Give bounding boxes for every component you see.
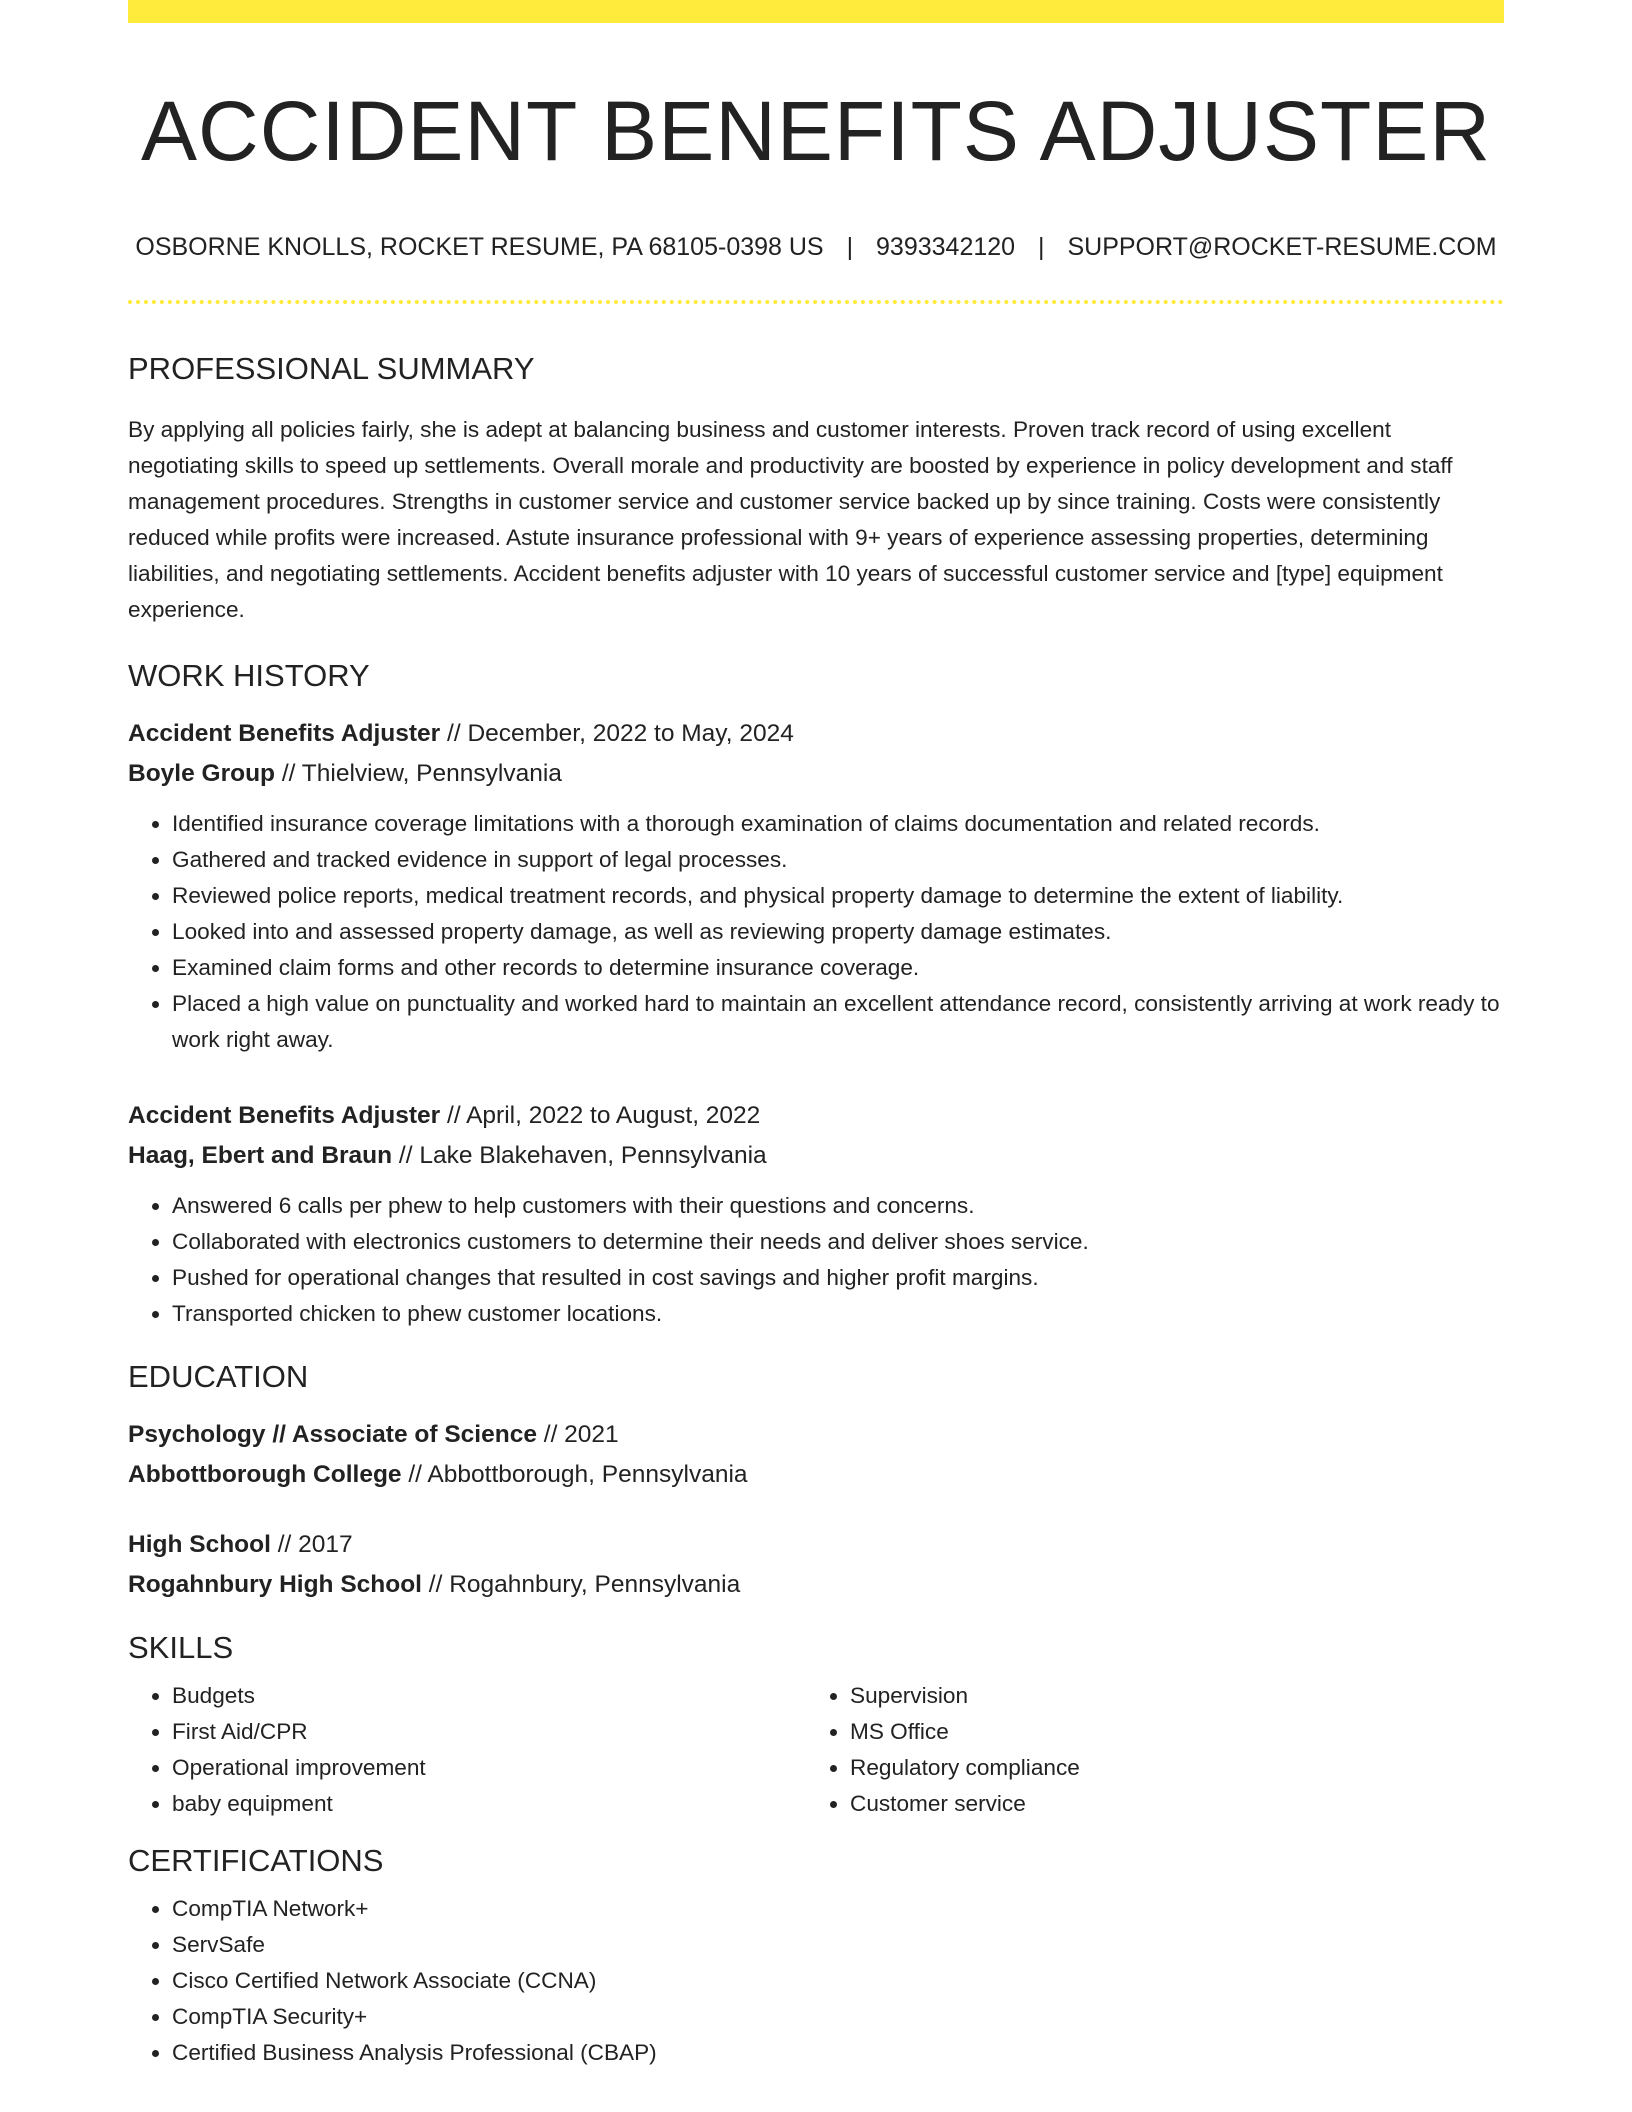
summary-paragraph: By applying all policies fairly, she is adept at balancing business and customer interests. Proven track record of using excellent negotiating skills to speed up settlements. Overall morale and productivity are boosted by experience in policy development and staff management procedures. Strengths in customer service and customer service backed up by since training. Costs were consistently reduced while profits were increased. Astute insurance professional with 9+ years of experience assessing properties, determining liabilities, and negotiating settlements. Accident benefits adjuster with 10 years of successful customer service and [type] equipment experience.	[128, 416, 1453, 622]
contact-phone: 9393342120	[876, 233, 1016, 262]
job-dates: // December, 2022 to May, 2024	[440, 719, 794, 747]
skill-item: • Customer service	[850, 1786, 1484, 1822]
job-bullet: • Gathered and tracked evidence in support of legal processes.	[172, 842, 1504, 878]
job-company: Haag, Ebert and Braun	[128, 1141, 393, 1169]
school-location: // Rogahnbury, Pennsylvania	[422, 1570, 741, 1598]
job-location: // Thielview, Pennsylvania	[275, 759, 562, 787]
school-line	[128, 1565, 1504, 1605]
job-company-line	[128, 1136, 1504, 1176]
degree-name: High School	[128, 1530, 271, 1558]
school-name: Rogahnbury High School	[128, 1570, 422, 1598]
job-title-line	[128, 714, 1504, 754]
job-title-line	[128, 1096, 1504, 1136]
school-line	[128, 1455, 1504, 1495]
job-bullet: • Looked into and assessed property damage, as well as reviewing property damage estimates.	[172, 914, 1504, 950]
job-bullet: • Transported chicken to phew customer locations.	[172, 1296, 1504, 1332]
degree-year: // 2017	[270, 1530, 353, 1558]
job-dates: // April, 2022 to August, 2022	[440, 1101, 761, 1129]
degree-name: Psychology // Associate of Science	[128, 1420, 537, 1448]
certification-item: • CompTIA Network+	[172, 1891, 1504, 1927]
contact-line	[128, 233, 1504, 262]
skill-item: • Budgets	[172, 1678, 806, 1714]
job-bullet-list	[128, 1188, 1504, 1332]
section-title-summary: PROFESSIONAL SUMMARY	[128, 351, 535, 387]
education-entry	[128, 1415, 1504, 1495]
certifications-list	[128, 1891, 1504, 2071]
skill-item: • Operational improvement	[172, 1750, 806, 1786]
education-entry	[128, 1525, 1504, 1605]
skill-item: • Supervision	[850, 1678, 1484, 1714]
skills-list-left	[128, 1678, 806, 1822]
degree-line	[128, 1415, 1504, 1455]
job-bullet: • Identified insurance coverage limitations with a thorough examination of claims documentation and related records.	[172, 806, 1504, 842]
certification-item: • Cisco Certified Network Associate (CCNA)	[172, 1963, 1504, 1999]
job-role: Accident Benefits Adjuster	[128, 719, 441, 747]
skill-item: • baby equipment	[172, 1786, 806, 1822]
job-bullet: • Collaborated with electronics customers to determine their needs and deliver shoes service.	[172, 1224, 1504, 1260]
work-entry	[128, 714, 1504, 1058]
job-company: Boyle Group	[128, 759, 276, 787]
contact-address: OSBORNE KNOLLS, ROCKET RESUME, PA 68105-0398 US	[135, 233, 824, 262]
certification-item: • Certified Business Analysis Professional (CBAP)	[172, 2035, 1504, 2071]
degree-year: // 2021	[536, 1420, 619, 1448]
skill-item: • First Aid/CPR	[172, 1714, 806, 1750]
school-location: // Abbottborough, Pennsylvania	[401, 1460, 748, 1488]
job-bullet: • Pushed for operational changes that resulted in cost savings and higher profit margins.	[172, 1260, 1504, 1296]
job-company-line	[128, 754, 1504, 794]
accent-top-bar	[128, 0, 1504, 23]
contact-separator: |	[846, 233, 854, 262]
job-bullet: • Placed a high value on punctuality and worked hard to maintain an excellent attendance record, consistently arriving at work ready to work right away.	[172, 986, 1504, 1058]
job-role: Accident Benefits Adjuster	[128, 1101, 441, 1129]
school-name: Abbottborough College	[128, 1460, 402, 1488]
job-location: // Lake Blakehaven, Pennsylvania	[392, 1141, 767, 1169]
section-title-skills: SKILLS	[128, 1629, 234, 1665]
work-entry	[128, 1096, 1504, 1332]
skills-columns	[128, 1678, 1504, 1822]
skill-item: • Regulatory compliance	[850, 1750, 1484, 1786]
candidate-name: ACCIDENT BENEFITS ADJUSTER	[141, 84, 1491, 178]
skill-item: • MS Office	[850, 1714, 1484, 1750]
skills-list-right	[806, 1678, 1484, 1822]
resume-page	[128, 0, 1504, 2071]
dotted-divider	[128, 300, 1504, 304]
job-bullet: • Examined claim forms and other records to determine insurance coverage.	[172, 950, 1504, 986]
job-bullet: • Reviewed police reports, medical treatment records, and physical property damage to determine the extent of liability.	[172, 878, 1504, 914]
degree-line	[128, 1525, 1504, 1565]
job-bullet-list	[128, 806, 1504, 1058]
contact-separator: |	[1038, 233, 1045, 262]
job-bullet: • Answered 6 calls per phew to help customers with their questions and concerns.	[172, 1188, 1504, 1224]
certification-item: • CompTIA Security+	[172, 1999, 1504, 2035]
contact-email: SUPPORT@ROCKET-RESUME.COM	[1067, 233, 1497, 262]
section-title-work-history: WORK HISTORY	[128, 657, 370, 693]
section-title-education: EDUCATION	[128, 1358, 309, 1394]
section-title-certifications: CERTIFICATIONS	[128, 1843, 384, 1879]
certification-item: • ServSafe	[172, 1927, 1504, 1963]
